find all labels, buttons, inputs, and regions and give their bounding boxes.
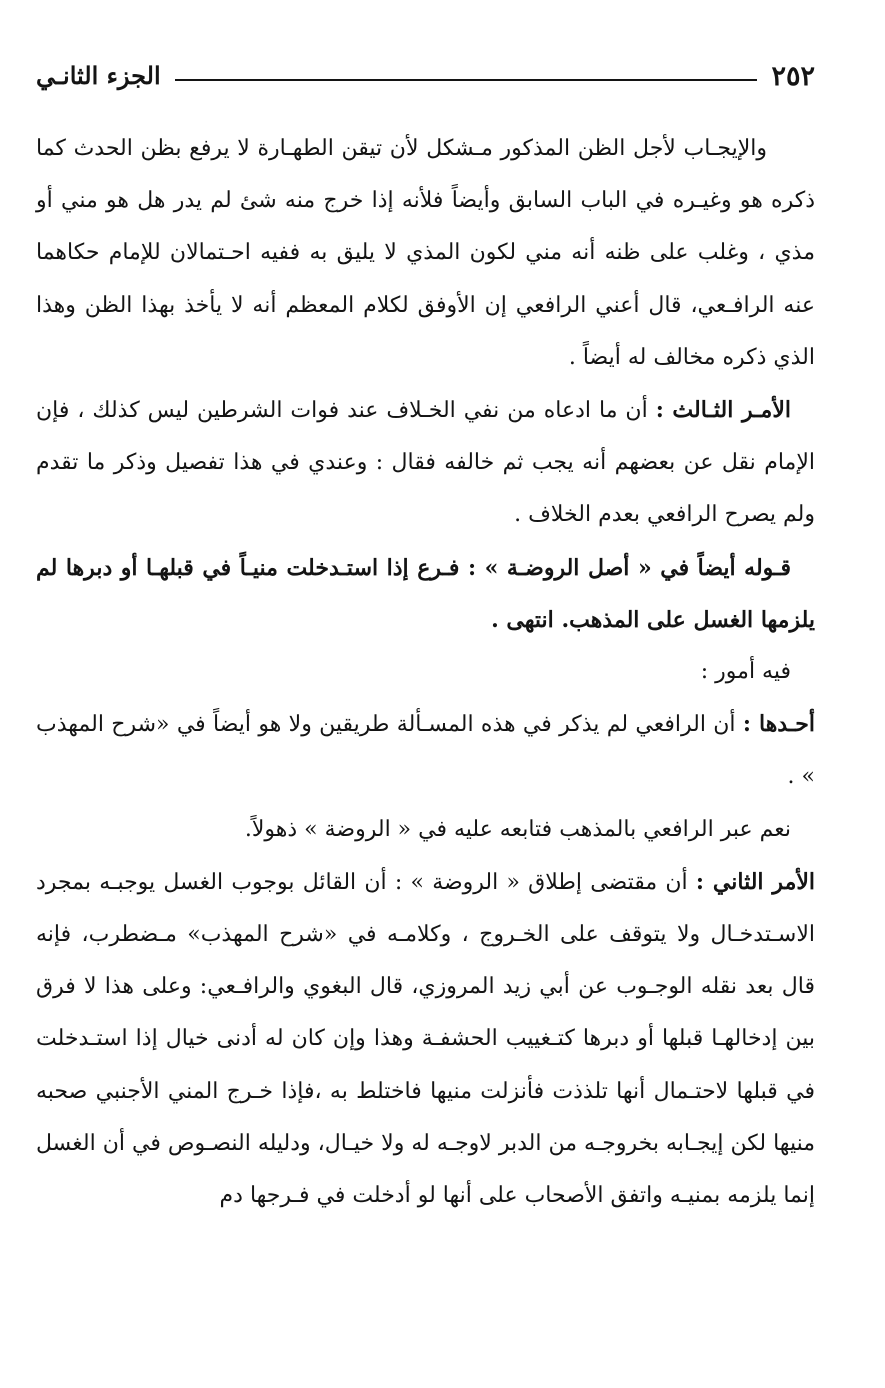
paragraph-text: نعم عبر الرافعي بالمذهب فتابعه عليه في « الروضة » ذهولاً. (244, 816, 791, 842)
paragraph-5 (36, 698, 815, 803)
paragraph-6 (36, 804, 815, 856)
section-label-second-matter: الأمر الثاني : (695, 868, 816, 895)
paragraph-1 (36, 123, 815, 384)
section-label-first: أحـدها : (742, 711, 816, 738)
paragraph-4 (36, 646, 815, 698)
paragraph-text: أن الرافعي لم يذكر في هذه المسـألة طريقين ولا هو أيضاً في «شرح المهذب » . (36, 712, 815, 790)
paragraph-2 (36, 384, 815, 542)
paragraph-text: أن ما ادعاه من نفي الخـلاف عند فوات الشرطين ليس كذلك ، فإن الإمام نقل عن بعضهم أنه يجب ثم خالفه فقال : وعندي في هذا تفصيل وذكر ما تقدم ولم يصرح الرافعي بعدم الخلاف . (36, 398, 815, 528)
paragraph-text: فيه أمور : (700, 659, 791, 685)
quoted-ruling (36, 542, 815, 646)
volume-title: الجزء الثانـي (36, 61, 161, 90)
paragraph-text: قـوله أيضاً في « أصل الروضـة » : فـرع إذا استـدخلت منيـاً في قبلهـا أو دبرها لم يلزمها الغسل على المذهب. انتهى . (36, 554, 815, 633)
page-number: ٢٥٢ (771, 60, 815, 92)
paragraph-7 (36, 856, 815, 1222)
running-header (36, 56, 815, 96)
section-label-third-matter: الأمـر الثـالث : (655, 397, 791, 424)
page-body (36, 123, 815, 1222)
header-rule (175, 79, 758, 81)
paragraph-text: والإيجـاب لأجل الظن المذكور مـشكل لأن تيقن الطهـارة لا يرفع بظن الحدث كما ذكره هو وغيـره في الباب السابق وأيضاً فلأنه إذا خرج منه شئ لم يدر هل هو مني أو مذي ، وغلب على ظنه أنه مني لكون المذي لا يليق به ففيه احـتمالان للإمام حكاهما عنه الرافـعي، قال أعني الرافعي إن الأوفق لكلام المعظم أنه لا يأخذ بهذا الظن وهذا الذي ذكره مخالف له أيضاً . (36, 136, 815, 370)
paragraph-text: أن مقتضى إطلاق « الروضة » : أن القائل بوجوب الغسل يوجبـه بمجرد الاسـتدخـال ولا يتوقف على الخـروج ، وكلامـه في «شرح المهذب» مـضطرب، فإنه قال بعد نقله الوجـوب عن أبي زيد المروزي، قال البغوي والرافـعي: وعلى هذا لا فرق بين إدخالهـا قبلها أو دبرها كتـغييب الحشفـة وهذا وإن كان له أدنى خيال إذا استـدخلت في قبلها لاحتـمال أنها تلذذت فأنزلت منيها فاختلط به ،فإذا خـرج المني الأجنبي صحبه منيها لكن إيجـابه بخروجـه من الدبر لاوجـه له ولا خيـال، ودليله النصـوص في أن الغسل إنما يلزمه بمنيـه واتفق الأصحاب على أنها لو أدخلت في فـرجها دم (36, 869, 815, 1209)
